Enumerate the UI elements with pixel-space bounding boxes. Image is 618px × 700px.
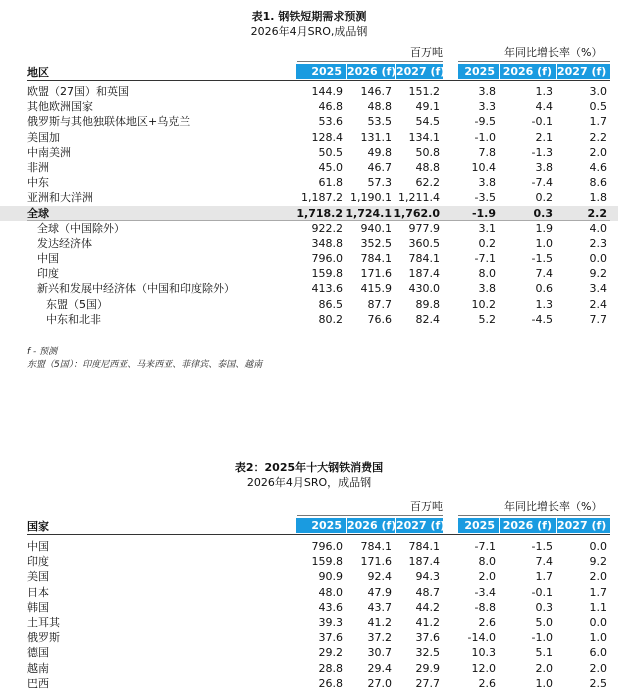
table2-title: 表2：2025年十大钢铁消费国: [234, 461, 384, 474]
row-value: 187.4: [408, 267, 440, 281]
row-value: 57.3: [367, 176, 392, 190]
row-value: 6.0: [589, 646, 607, 660]
row-value: 1.3: [535, 297, 553, 311]
row-value: 44.2: [415, 600, 440, 614]
footnote-asean: 东盟（5国）：印度尼西亚、马来西亚、菲律宾、泰国、越南: [27, 360, 263, 370]
table1-row: [0, 221, 618, 236]
row-value: -7.4: [531, 176, 553, 190]
row-value: 7.4: [535, 267, 553, 281]
row-value: 3.8: [478, 176, 496, 190]
row-value: 53.6: [318, 115, 343, 129]
table1-row: [0, 190, 618, 205]
row-value: 940.1: [360, 221, 392, 235]
row-value: 922.2: [311, 221, 343, 235]
row-value: 10.2: [471, 297, 496, 311]
table1-unit-right-rule: [458, 61, 610, 62]
table1-body: [0, 84, 618, 327]
row-value: 49.8: [367, 145, 392, 159]
row-value: 94.3: [415, 570, 440, 584]
row-value: 159.8: [311, 267, 343, 281]
row-value: -14.0: [467, 631, 496, 645]
row-value: 3.8: [535, 160, 553, 174]
table2-row: [0, 645, 618, 660]
row-value: 49.1: [415, 100, 440, 114]
row-value: 62.2: [415, 176, 440, 190]
row-value: -1.9: [471, 206, 496, 220]
table1-row: [0, 175, 618, 190]
table2-unit-right-rule: [458, 515, 610, 516]
row-value: 3.1: [478, 221, 496, 235]
row-label: 巴西: [27, 676, 49, 690]
row-value: 46.7: [367, 160, 392, 174]
table1-row-header: 地区: [27, 66, 49, 79]
table1-col-2026f: 2026 (f): [347, 65, 397, 78]
row-value: 1,211.4: [398, 191, 440, 205]
row-label: 发达经济体: [37, 236, 92, 250]
row-value: -3.5: [474, 191, 496, 205]
row-value: 3.8: [478, 282, 496, 296]
table1-row: [0, 84, 618, 99]
table2-row: [0, 554, 618, 569]
row-value: 0.0: [589, 540, 607, 553]
table1-row: [0, 281, 618, 296]
table1-header-row: [0, 64, 618, 79]
row-value: 0.3: [533, 206, 553, 220]
row-value: -7.1: [474, 540, 496, 553]
row-value: 151.2: [408, 85, 440, 98]
row-value: 47.9: [367, 585, 392, 599]
table1-col-growth-2027f: 2027 (f): [557, 64, 610, 79]
table1-subtitle: 2026年4月SRO,成品钢: [250, 25, 368, 38]
row-value: 415.9: [360, 282, 392, 296]
row-value: 1.7: [589, 115, 607, 129]
row-value: 2.4: [589, 297, 607, 311]
row-value: 0.3: [535, 600, 553, 614]
row-value: 977.9: [408, 221, 440, 235]
row-value: 2.0: [478, 570, 496, 584]
row-value: 360.5: [408, 236, 440, 250]
row-value: 50.5: [318, 145, 343, 159]
row-label: 美国: [27, 570, 49, 584]
row-label: 亚洲和大洋洲: [27, 191, 93, 205]
row-value: 48.8: [415, 160, 440, 174]
row-value: 2.6: [478, 615, 496, 629]
row-value: -1.5: [531, 540, 553, 553]
row-value: 29.2: [318, 646, 343, 660]
table1-col-growth-2025: 2025: [458, 64, 499, 79]
row-value: 0.0: [589, 252, 607, 266]
table1-row: [0, 312, 618, 327]
table1-row: [0, 236, 618, 251]
row-value: 8.0: [478, 555, 496, 569]
table2-col-growth-2027f: 2027 (f): [557, 518, 610, 533]
row-value: -8.8: [474, 600, 496, 614]
row-value: 92.4: [367, 570, 392, 584]
row-value: 1,718.2: [296, 206, 343, 220]
row-value: 54.5: [415, 115, 440, 129]
table2-body: [0, 539, 618, 691]
row-label: 欧盟（27国）和英国: [27, 85, 129, 98]
row-value: 3.4: [589, 282, 607, 296]
row-value: 2.2: [587, 206, 607, 220]
row-label: 中国: [27, 540, 49, 553]
row-value: 76.6: [367, 312, 392, 326]
row-value: 5.1: [535, 646, 553, 660]
row-value: 0.2: [478, 236, 496, 250]
table2-row: [0, 539, 618, 554]
row-value: 41.2: [367, 615, 392, 629]
row-value: 784.1: [408, 252, 440, 266]
table1-col-2027f: 2027 (f): [396, 65, 446, 78]
row-value: 1,187.2: [301, 191, 343, 205]
row-value: -9.5: [474, 115, 496, 129]
row-label: 新兴和发展中经济体（中国和印度除外）: [37, 282, 235, 296]
table1-row: [0, 99, 618, 114]
row-value: 29.9: [415, 661, 440, 675]
row-value: 86.5: [318, 297, 343, 311]
table1-row: [0, 251, 618, 266]
table1-col-2025: 2025: [296, 64, 346, 79]
table2-row: [0, 585, 618, 600]
row-label: 越南: [27, 661, 49, 675]
row-value: 53.5: [367, 115, 392, 129]
row-value: 348.8: [311, 236, 343, 250]
row-value: 9.2: [589, 555, 607, 569]
row-value: 134.1: [408, 130, 440, 144]
row-value: 2.3: [589, 236, 607, 250]
row-value: 159.8: [311, 555, 343, 569]
row-value: -3.4: [474, 585, 496, 599]
row-value: 796.0: [311, 252, 343, 266]
table1-title: 表1. 钢铁短期需求预测: [251, 10, 367, 23]
table2-col-2025: 2025: [296, 518, 346, 533]
footnote-forecast: f - 预测: [27, 347, 58, 357]
row-value: -0.1: [531, 585, 553, 599]
table2-row: [0, 600, 618, 615]
row-value: 2.6: [478, 676, 496, 690]
table2-col-2026f: 2026 (f): [347, 519, 397, 532]
row-label: 中南美洲: [27, 145, 71, 159]
row-label: 中东和北非: [46, 312, 101, 326]
row-value: 7.7: [589, 312, 607, 326]
row-value: 1.9: [535, 221, 553, 235]
row-value: 1.0: [535, 676, 553, 690]
row-value: 1.7: [535, 570, 553, 584]
row-value: 26.8: [318, 676, 343, 690]
table1-header-rule: [27, 80, 610, 81]
row-value: 61.8: [318, 176, 343, 190]
row-value: 41.2: [415, 615, 440, 629]
row-value: 144.9: [311, 85, 343, 98]
row-value: 7.8: [478, 145, 496, 159]
table2-row: [0, 615, 618, 630]
table2-unit-right: 年同比增长率（%）: [504, 500, 603, 513]
table2-col-growth-2025: 2025: [458, 518, 499, 533]
table2-row: [0, 569, 618, 584]
row-value: 1,190.1: [350, 191, 392, 205]
row-value: 87.7: [367, 297, 392, 311]
row-value: 5.0: [535, 615, 553, 629]
row-label: 韩国: [27, 600, 49, 614]
row-value: 32.5: [415, 646, 440, 660]
table2-row: [0, 676, 618, 691]
table2-unit-left-rule: [297, 515, 443, 516]
row-value: 27.0: [367, 676, 392, 690]
row-label: 印度: [37, 267, 59, 281]
row-value: 128.4: [311, 130, 343, 144]
row-value: 50.8: [415, 145, 440, 159]
row-value: 4.6: [589, 160, 607, 174]
row-value: 171.6: [360, 555, 392, 569]
row-value: 37.6: [318, 631, 343, 645]
table1-row: [0, 266, 618, 281]
row-value: 0.2: [535, 191, 553, 205]
row-value: 8.0: [478, 267, 496, 281]
row-value: 8.6: [589, 176, 607, 190]
row-value: -1.0: [531, 631, 553, 645]
table2-subtitle: 2026年4月SRO，成品钢: [246, 476, 372, 489]
row-value: -7.1: [474, 252, 496, 266]
row-value: 37.2: [367, 631, 392, 645]
row-value: 7.4: [535, 555, 553, 569]
row-value: 2.0: [535, 661, 553, 675]
row-value: 131.1: [360, 130, 392, 144]
row-label: 全球（中国除外）: [37, 221, 125, 235]
row-value: 43.6: [318, 600, 343, 614]
row-value: 171.6: [360, 267, 392, 281]
row-label: 东盟（5国）: [46, 297, 108, 311]
row-value: 187.4: [408, 555, 440, 569]
row-value: 0.0: [589, 615, 607, 629]
row-value: 0.5: [589, 100, 607, 114]
row-value: 2.0: [589, 570, 607, 584]
table1-row: [0, 114, 618, 129]
table1-row: [0, 130, 618, 145]
row-value: 4.0: [589, 221, 607, 235]
row-value: 2.2: [589, 130, 607, 144]
row-value: 2.5: [589, 676, 607, 690]
row-value: 37.6: [415, 631, 440, 645]
table2-row-header: 国家: [27, 520, 49, 533]
row-label: 俄罗斯: [27, 631, 60, 645]
row-value: 12.0: [471, 661, 496, 675]
table2-col-2027f: 2027 (f): [396, 519, 446, 532]
row-value: 43.7: [367, 600, 392, 614]
table2-header-rule: [27, 534, 610, 535]
row-value: 784.1: [408, 540, 440, 553]
row-value: 80.2: [318, 312, 343, 326]
row-value: 89.8: [415, 297, 440, 311]
table2-unit-left: 百万吨: [410, 500, 443, 513]
row-value: 30.7: [367, 646, 392, 660]
table1-col-growth-2026f: 2026 (f): [500, 64, 556, 79]
table1-row-total: [0, 206, 618, 221]
row-label: 日本: [27, 585, 49, 599]
row-value: 28.8: [318, 661, 343, 675]
row-value: 1.3: [535, 85, 553, 98]
row-value: 9.2: [589, 267, 607, 281]
row-value: 10.3: [471, 646, 496, 660]
table1-unit-left-rule: [297, 61, 443, 62]
row-label: 美国加: [27, 130, 60, 144]
row-value: 784.1: [360, 252, 392, 266]
row-value: 3.0: [589, 85, 607, 98]
row-value: 2.0: [589, 145, 607, 159]
row-value: 39.3: [318, 615, 343, 629]
row-value: 1,724.1: [345, 206, 392, 220]
row-value: 48.8: [367, 100, 392, 114]
row-value: 2.1: [535, 130, 553, 144]
row-value: 46.8: [318, 100, 343, 114]
row-value: 352.5: [360, 236, 392, 250]
row-value: 430.0: [408, 282, 440, 296]
row-value: 4.4: [535, 100, 553, 114]
row-value: 90.9: [318, 570, 343, 584]
row-value: 10.4: [471, 160, 496, 174]
table1-row: [0, 160, 618, 175]
row-value: 48.0: [318, 585, 343, 599]
row-value: 796.0: [311, 540, 343, 553]
table1-row: [0, 145, 618, 160]
row-value: 146.7: [360, 85, 392, 98]
row-value: 29.4: [367, 661, 392, 675]
row-value: 1.0: [589, 631, 607, 645]
row-value: 27.7: [415, 676, 440, 690]
row-value: 413.6: [311, 282, 343, 296]
table1-row: [0, 297, 618, 312]
row-value: 784.1: [360, 540, 392, 553]
row-value: -4.5: [531, 312, 553, 326]
row-value: 3.3: [478, 100, 496, 114]
table2-header-row: [0, 518, 618, 533]
row-label: 印度: [27, 555, 49, 569]
table1-unit-right: 年同比增长率（%）: [504, 46, 603, 59]
row-value: 82.4: [415, 312, 440, 326]
row-value: 1,762.0: [393, 206, 440, 220]
row-value: -0.1: [531, 115, 553, 129]
row-value: 1.0: [535, 236, 553, 250]
row-value: -1.5: [531, 252, 553, 266]
row-value: -1.3: [531, 145, 553, 159]
row-label: 中国: [37, 252, 59, 266]
table2-row: [0, 661, 618, 676]
table2-row: [0, 630, 618, 645]
row-value: 45.0: [318, 160, 343, 174]
row-value: -1.0: [474, 130, 496, 144]
row-label: 非洲: [27, 160, 49, 174]
row-value: 1.1: [589, 600, 607, 614]
row-label: 土耳其: [27, 615, 60, 629]
row-label: 中东: [27, 176, 49, 190]
table1-unit-left: 百万吨: [410, 46, 443, 59]
table2-col-growth-2026f: 2026 (f): [500, 518, 556, 533]
row-label: 俄罗斯与其他独联体地区+乌克兰: [27, 115, 191, 129]
row-value: 5.2: [478, 312, 496, 326]
row-value: 0.6: [535, 282, 553, 296]
row-value: 3.8: [478, 85, 496, 98]
row-label: 全球: [27, 206, 49, 220]
row-value: 1.7: [589, 585, 607, 599]
row-value: 48.7: [415, 585, 440, 599]
row-value: 1.8: [589, 191, 607, 205]
row-label: 德国: [27, 646, 49, 660]
row-label: 其他欧洲国家: [27, 100, 93, 114]
row-value: 2.0: [589, 661, 607, 675]
